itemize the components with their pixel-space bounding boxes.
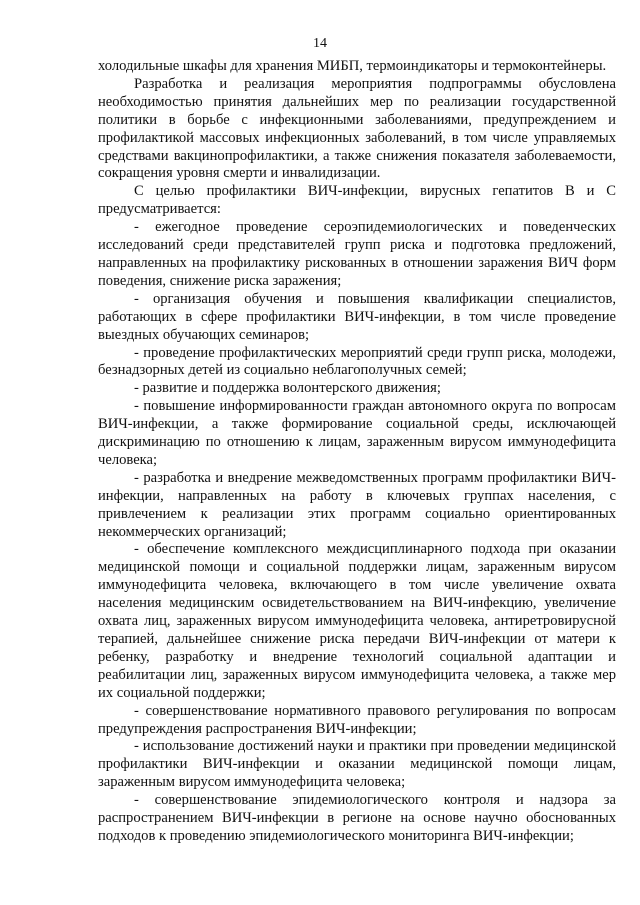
- page-body: [98, 58, 616, 846]
- list-item-comprehensive-approach: - обеспечение комплексного междисциплинарного подхода при оказании медицинской помощи и социальной поддержки лицам, зараженным вирусом иммунодефицита человека, включающего в том числе увеличение охвата населения медицинским освидетельствованием на ВИЧ-инфекцию, увеличение охвата лиц, зараженных вирусом иммунодефицита человека, антиретровирусной терапией, дальнейшее снижение риска передачи ВИЧ-инфекции от матери к ребенку, разработку и внедрение технологий социальной адаптации и реабилитации лиц, зараженных вирусом иммунодефицита человека, а также мер их социальной поддержки;: [98, 541, 616, 701]
- list-item-interagency-programs: - разработка и внедрение межведомственных программ профилактики ВИЧ-инфекции, направленных на работу в ключевых группах населения, с привлечением к реализации этих программ социально ориентированных некоммерческих организаций;: [98, 469, 616, 540]
- list-item-public-awareness: - повышение информированности граждан автономного округа по вопросам ВИЧ-инфекции, а также формирование социальной среды, исключающей дискриминацию по отношению к лицам, зараженным вирусом иммунодефицита человека;: [98, 398, 616, 468]
- list-item-volunteer-movement: - развитие и поддержка волонтерского движения;: [134, 380, 441, 397]
- paragraph-hiv-prevention-intro: С целью профилактики ВИЧ-инфекции, вирусных гепатитов В и С предусматривается:: [98, 183, 616, 218]
- list-item-risk-group-prevention: - проведение профилактических мероприятий среди групп риска, молодежи, безнадзорных детей из социально неблагополучных семей;: [98, 344, 616, 379]
- list-item-regulation: - совершенствование нормативного правового регулирования по вопросам предупреждения распространения ВИЧ-инфекции;: [98, 702, 616, 737]
- page-number: 14: [313, 36, 327, 51]
- list-item-epidemiological-control: - совершенствование эпидемиологического контроля и надзора за распространением ВИЧ-инфекции в регионе на основе научно обоснованных подходов к проведению эпидемиологического мониторинга ВИЧ-инфекции;: [98, 792, 616, 844]
- paragraph-rationale: Разработка и реализация мероприятия подпрограммы обусловлена необходимостью принятия дальнейших мер по реализации государственной политики в борьбе с инфекционными заболеваниями, предупреждением и профилактикой массовых инфекционных заболеваний, в том числе управляемых средствами вакцинопрофилактики, а также снижения показателя заболеваемости, сокращения уровня смерти и инвалидизации.: [98, 75, 616, 182]
- list-item-annual-studies: - ежегодное проведение сероэпидемиологических и поведенческих исследований среди представителей групп риска и подготовка предложений, направленных на профилактику рискованных в отношении заражения ВИЧ форм поведения, снижение риска заражения;: [98, 219, 616, 289]
- paragraph-equipment-continuation: холодильные шкафы для хранения МИБП, термоиндикаторы и термоконтейнеры.: [98, 58, 607, 74]
- list-item-science-practice: - использование достижений науки и практики при проведении медицинской профилактики ВИЧ-инфекции и оказании медицинской помощи лицам, зараженным вирусом иммунодефицита человека;: [98, 738, 616, 791]
- list-item-specialist-training: - организация обучения и повышения квалификации специалистов, работающих в сфере профилактики ВИЧ-инфекции, в том числе проведение выездных обучающих семинаров;: [98, 290, 616, 343]
